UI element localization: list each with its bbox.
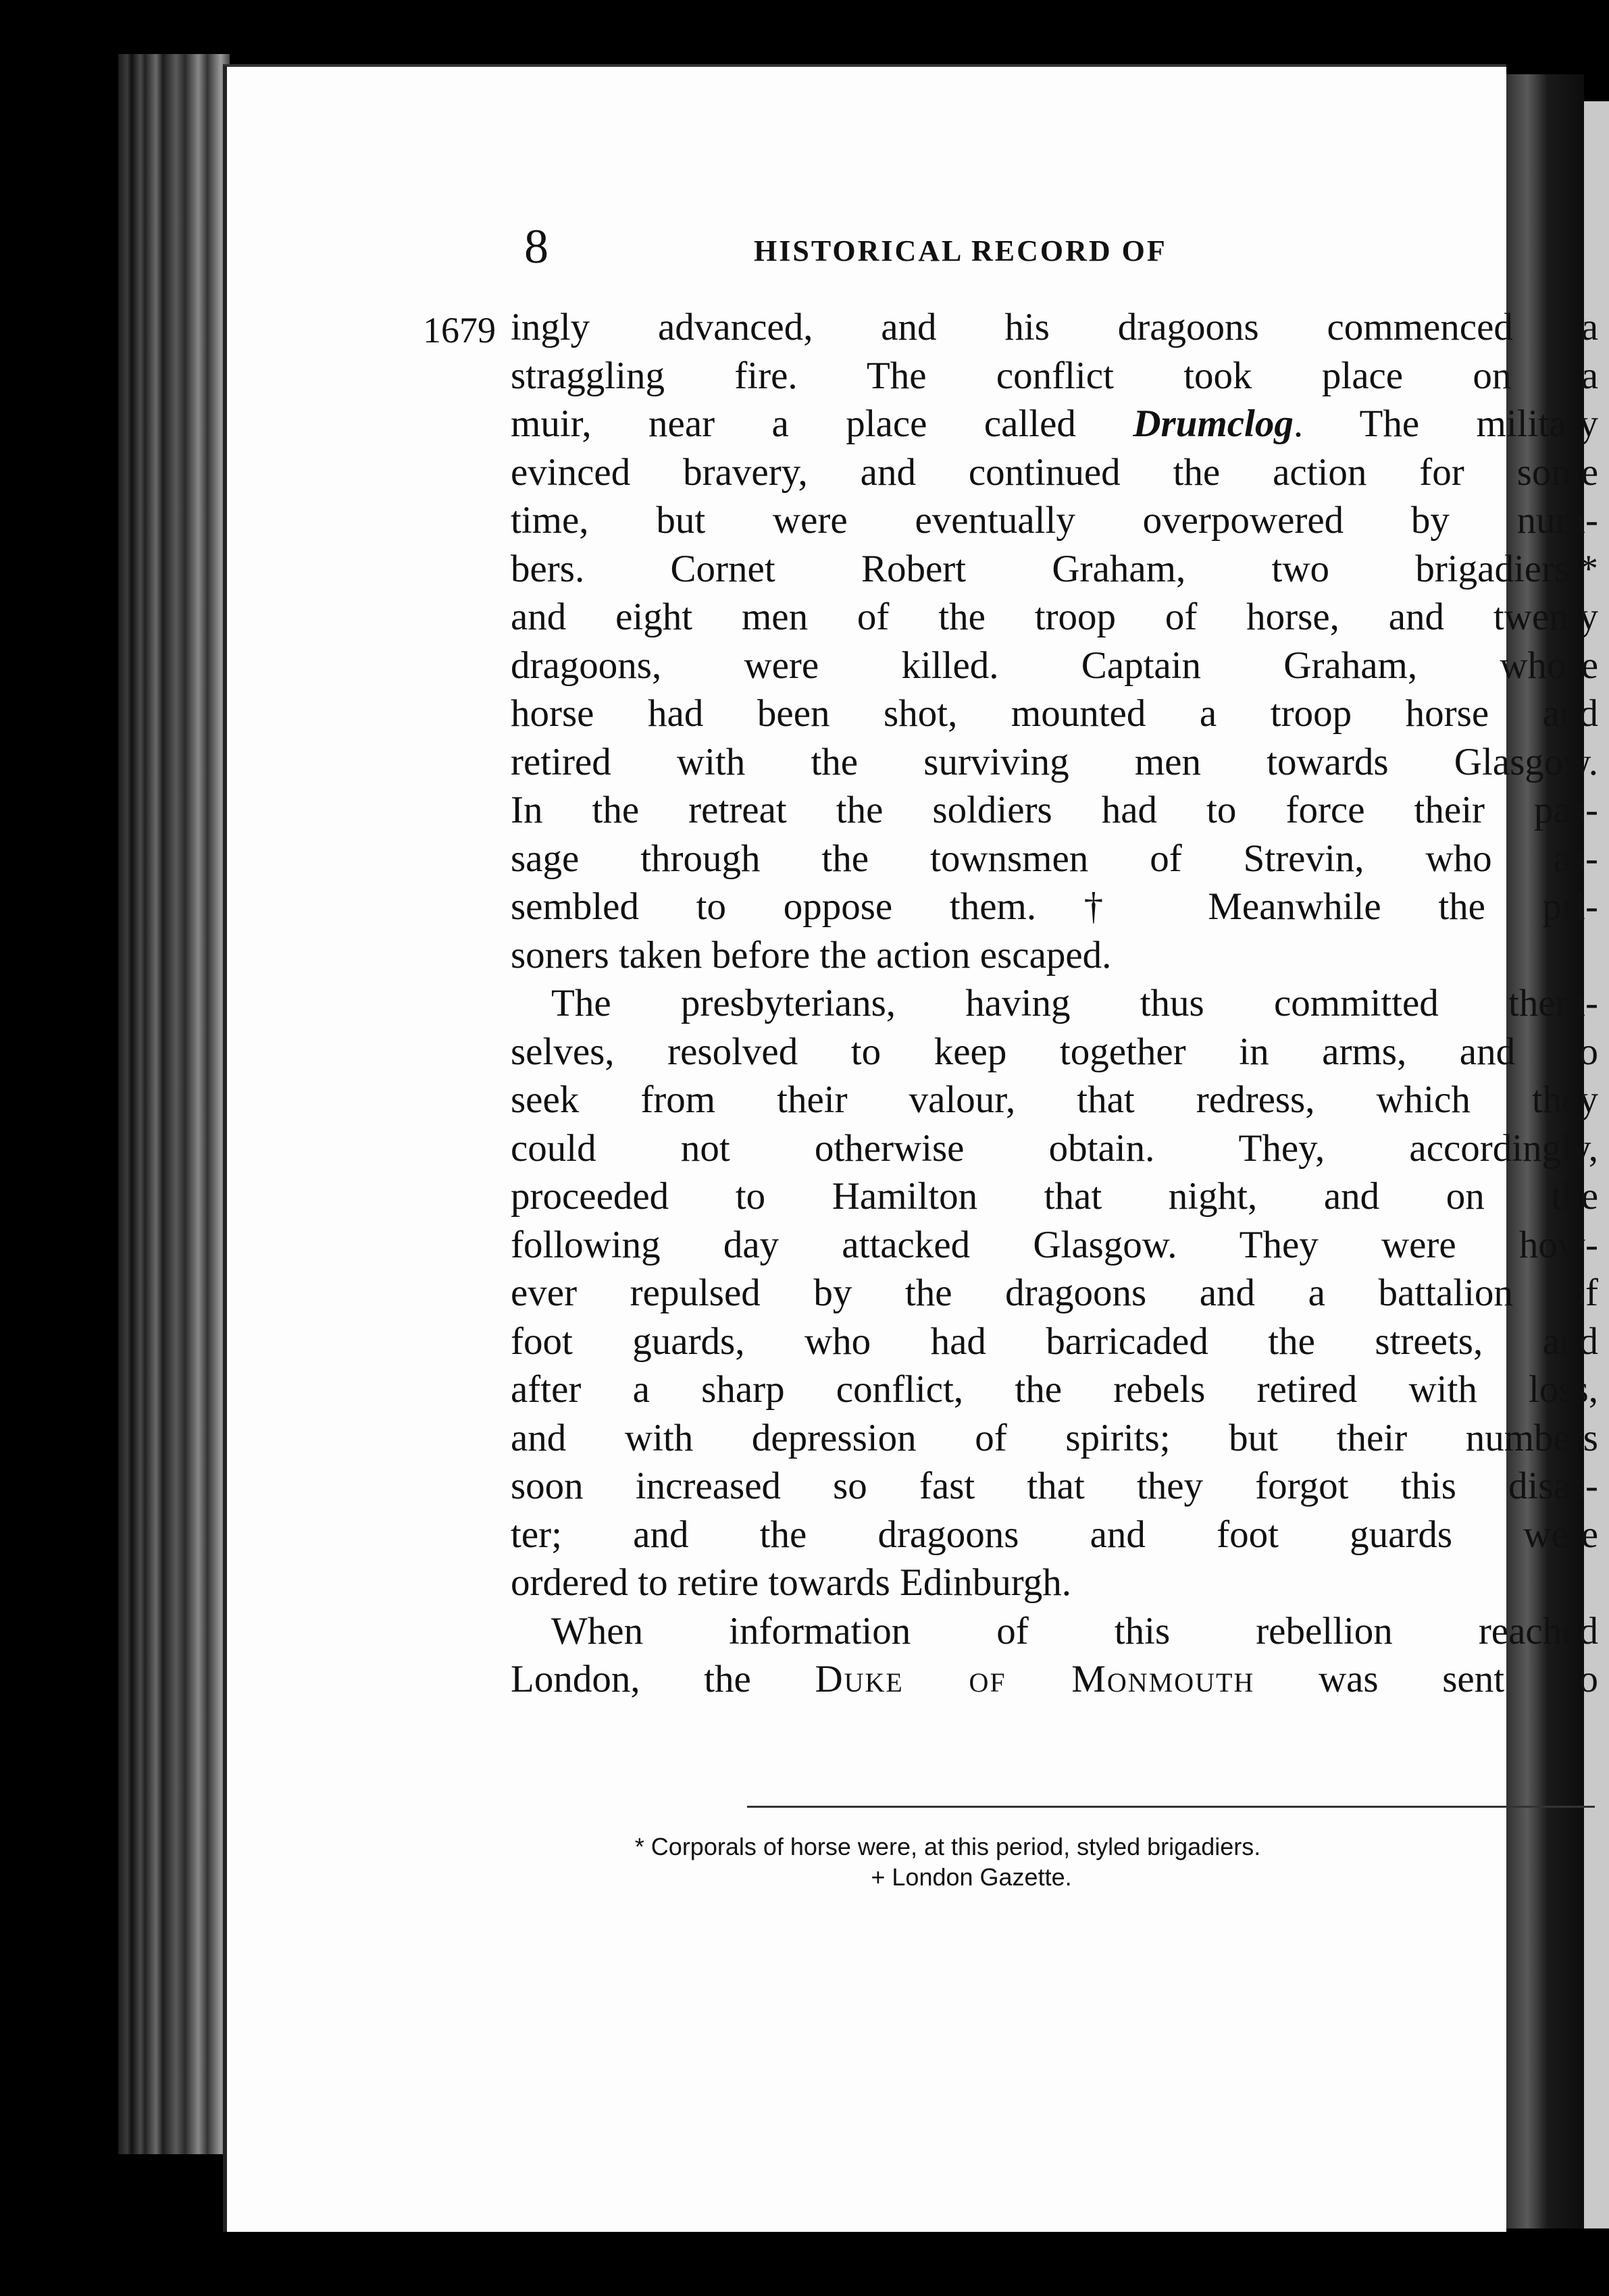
text-line: and with depression of spirits; but their numbers xyxy=(511,1416,1598,1459)
footnote-2: + London Gazette. xyxy=(871,1863,1072,1891)
book-page xyxy=(223,64,1598,2232)
text-line: soners taken before the action escaped. xyxy=(511,933,1112,976)
text-line: ter; and the dragoons and foot guards were xyxy=(511,1513,1598,1556)
text-line: ever repulsed by the dragoons and a battalion of xyxy=(511,1272,1598,1314)
page-number: 8 xyxy=(524,219,548,273)
text-line: retired with the surviving men towards Glasgow. xyxy=(511,740,1598,783)
text-line: straggling fire. The conflict took place on a xyxy=(511,354,1598,397)
text-line: sage through the townsmen of Strevin, who as- xyxy=(511,837,1598,880)
footnote-1: * Corporals of horse were, at this period, styled brigadiers. xyxy=(634,1833,1261,1860)
text-line: bers. Cornet Robert Graham, two brigadiers,* xyxy=(511,547,1598,590)
text-line: horse had been shot, mounted a troop horse and xyxy=(511,692,1598,735)
text-line: sembled to oppose them.† Meanwhile the pri- xyxy=(511,885,1598,928)
text-line: ordered to retire towards Edinburgh. xyxy=(511,1561,1071,1604)
text-line: The presbyterians, having thus committed them- xyxy=(551,982,1598,1024)
text-line: dragoons, were killed. Captain Graham, whose xyxy=(511,644,1598,687)
duke-of-monmouth: Duke of Monmouth xyxy=(815,1658,1255,1700)
footnote-rule xyxy=(747,1806,1595,1808)
running-head: HISTORICAL RECORD OF xyxy=(754,234,1167,267)
text-line: foot guards, who had barricaded the streets, and xyxy=(511,1320,1598,1363)
text-line: following day attacked Glasgow. They were how- xyxy=(511,1223,1598,1266)
text-line: ingly advanced, and his dragoons commenced a xyxy=(511,306,1598,348)
text-line: could not otherwise obtain. They, accordingly, xyxy=(511,1126,1598,1170)
body-text xyxy=(511,303,1598,1704)
text-line: after a sharp conflict, the rebels retired with loss, xyxy=(511,1368,1598,1411)
text-line: soon increased so fast that they forgot this disas- xyxy=(511,1465,1598,1507)
text-line: muir, near a place called Drumclog. The military xyxy=(511,402,1598,445)
text-line: proceeded to Hamilton that night, and on the xyxy=(511,1175,1598,1218)
text-line: When information of this rebellion reached xyxy=(551,1609,1598,1652)
text-line: In the retreat the soldiers had to force their pas- xyxy=(511,789,1598,831)
text-line: time, but were eventually overpowered by num- xyxy=(511,499,1598,542)
text-line: London, the Duke of Monmouth was sent to xyxy=(511,1658,1598,1700)
text-line: and eight men of the troop of horse, and twenty xyxy=(511,596,1598,638)
page-header xyxy=(227,219,1506,286)
text-line: selves, resolved to keep together in arms, and to xyxy=(511,1030,1598,1073)
text-line: evinced bravery, and continued the action for some xyxy=(511,450,1598,494)
book-edge xyxy=(118,54,230,2154)
place-name-drumclog: Drumclog xyxy=(1133,402,1294,445)
margin-year: 1679 xyxy=(423,310,496,350)
text-line: seek from their valour, that redress, which they xyxy=(511,1078,1598,1121)
